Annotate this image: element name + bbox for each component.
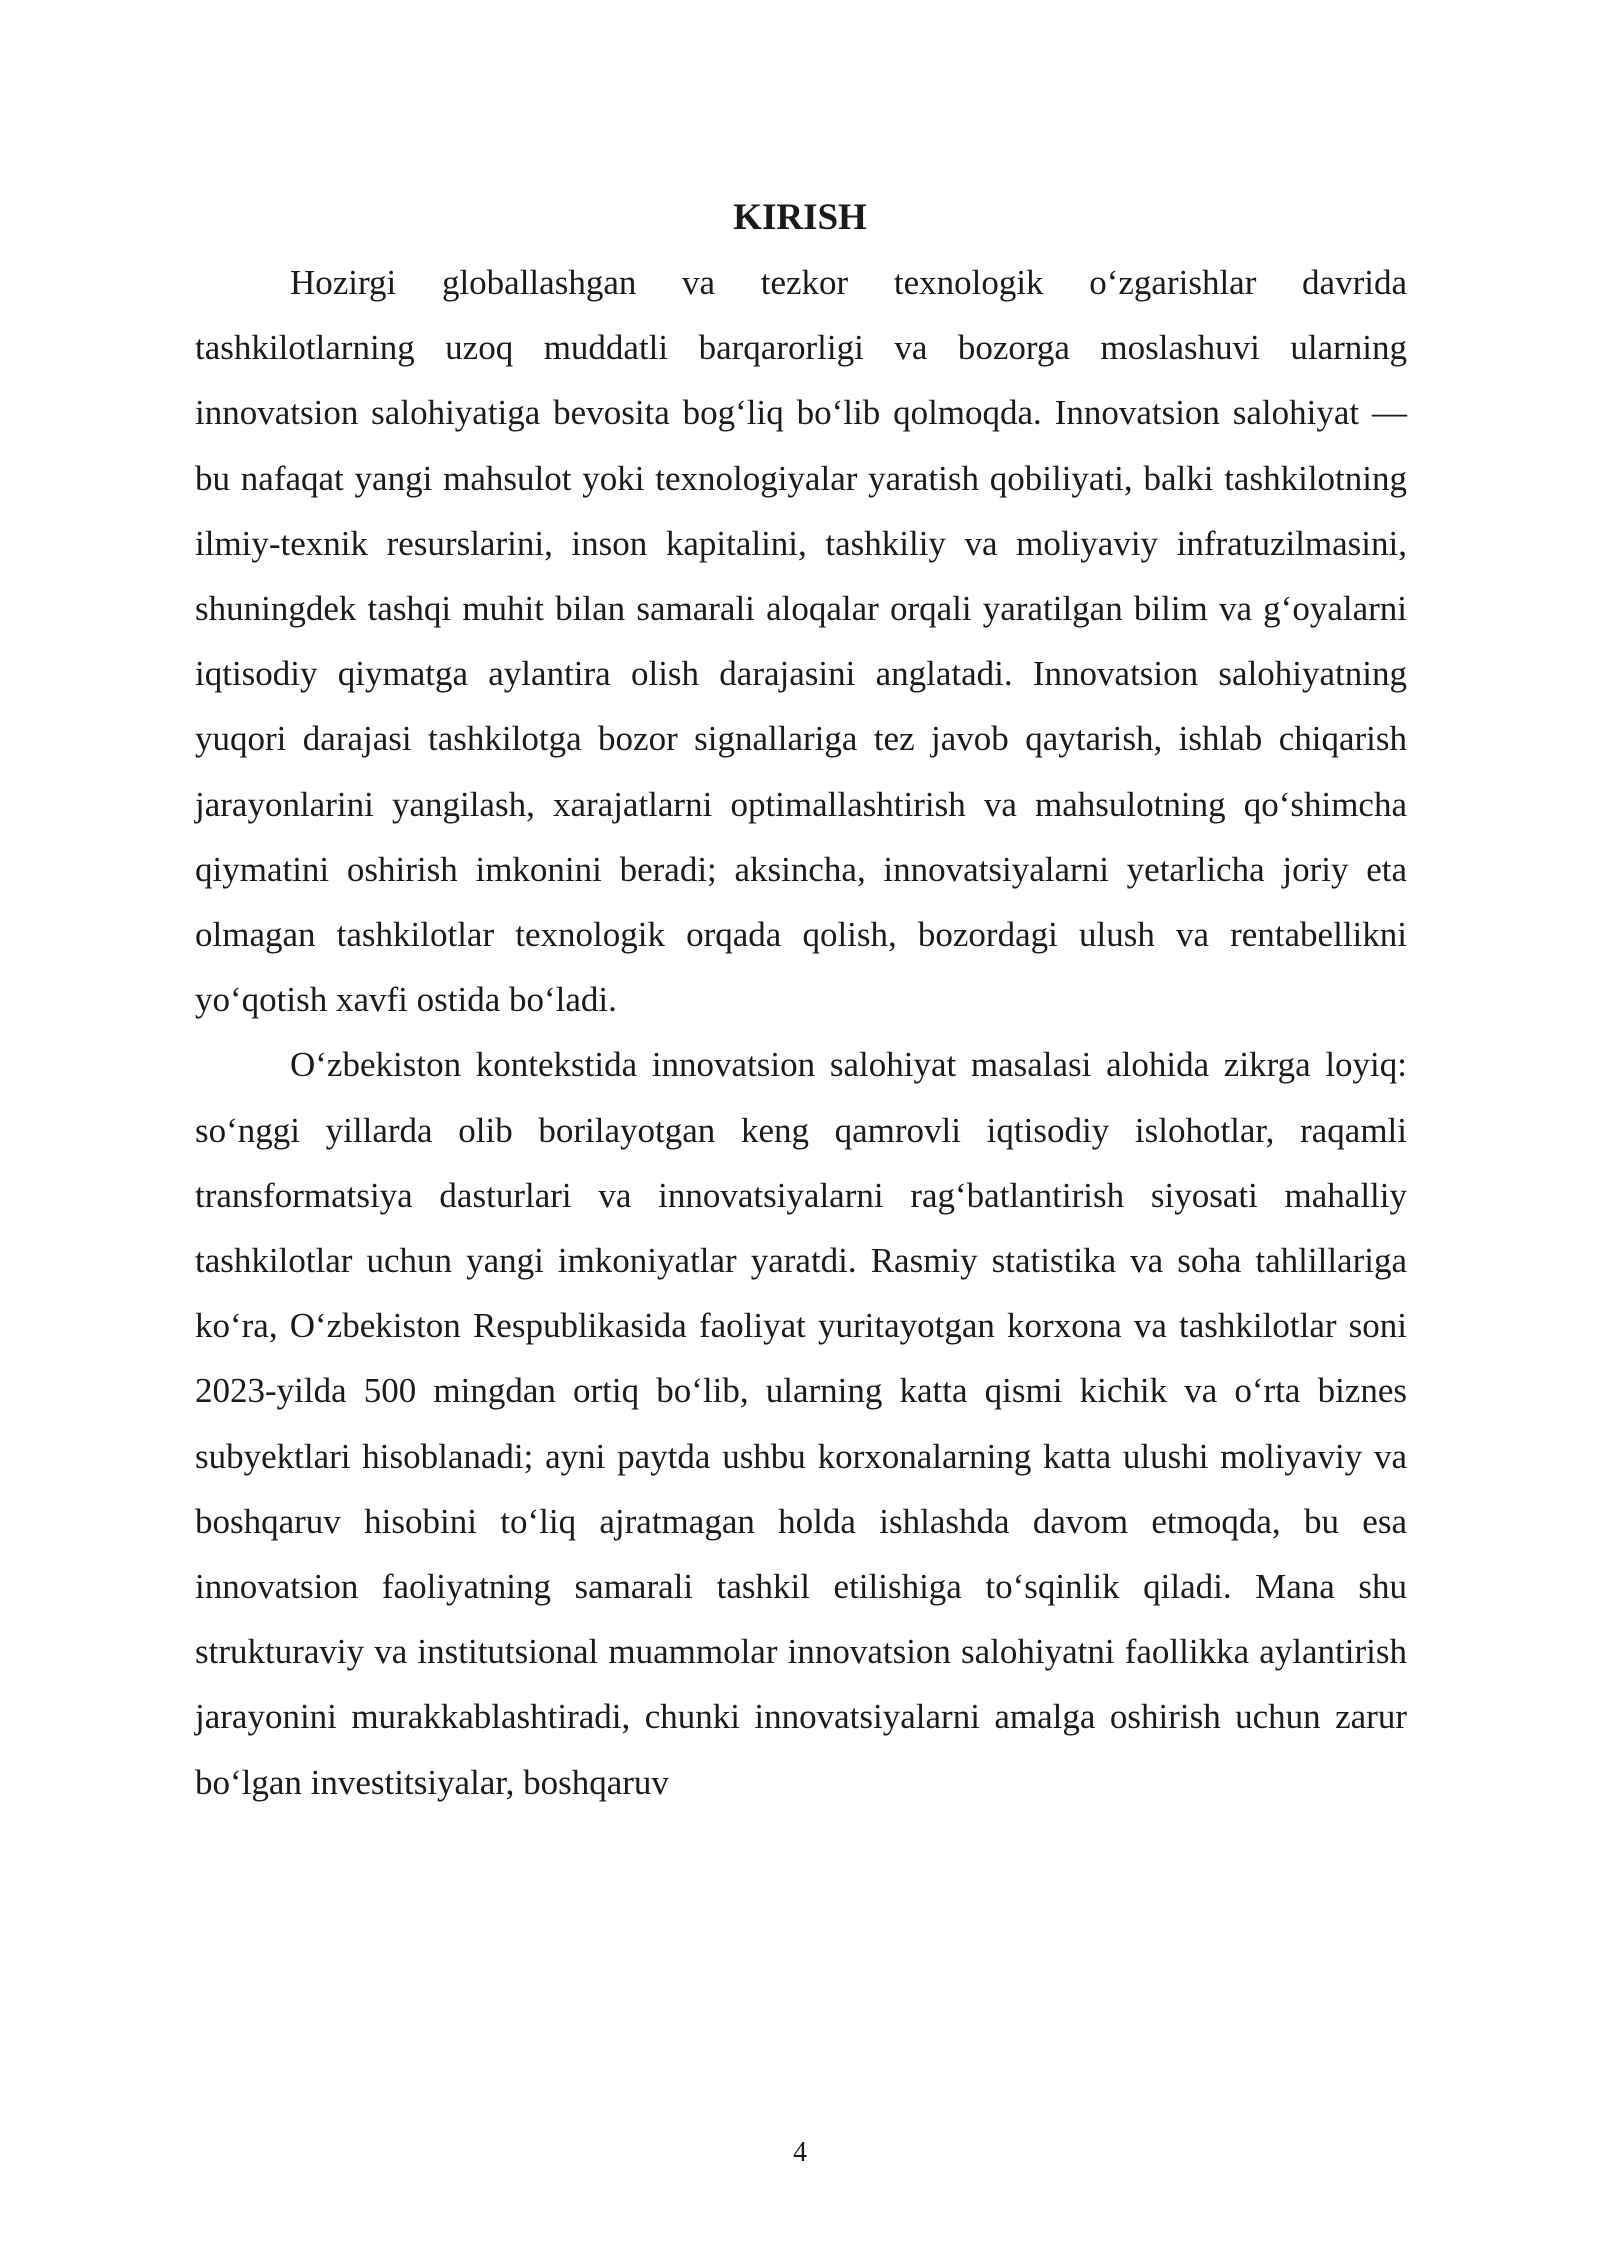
paragraph-1: Hozirgi globallashgan va tezkor texnologik o‘zgarishlar davrida tashkilotlarning uzoq muddatli barqarorligi va bozorga moslashuvi ularning innovatsion salohiyatiga bevosita bog‘liq bo‘lib qolmoqda. Innovatsion salohiyat — bu nafaqat yangi mahsulot yoki texnologiyalar yaratish qobiliyati, balki tashkilotning ilmiy-texnik resurslarini, inson kapitalini, tashkiliy va moliyaviy infratuzilmasini, shuningdek tashqi muhit bilan samarali aloqalar orqali yaratilgan bilim va g‘oyalarni iqtisodiy qiymatga aylantira olish darajasini anglatadi. Innovatsion salohiyatning yuqori darajasi tashkilotga bozor signallariga tez javob qaytarish, ishlab chiqarish jarayonlarini yangilash, xarajatlarni optimallashtirish va mahsulotning qo‘shimcha qiymatini oshirish imkonini beradi; aksincha, innovatsiyalarni yetarlicha joriy eta olmagan tashkilotlar texnologik orqada qolish, bozordagi ulush va rentabellikni yo‘qotish xavfi ostida bo‘ladi. — [195, 263, 1407, 1020]
paragraph-2: O‘zbekiston kontekstida innovatsion salohiyat masalasi alohida zikrga loyiq: so‘nggi yillarda olib borilayotgan keng qamrovli iqtisodiy islohotlar, raqamli transformatsiya dasturlari va innovatsiyalarni rag‘batlantirish siyosati mahalliy tashkilotlar uchun yangi imkoniyatlar yaratdi. Rasmiy statistika va soha tahlillariga ko‘ra, O‘zbekiston Respublikasida faoliyat yuritayotgan korxona va tashkilotlar soni 2023-yilda 500 mingdan ortiq bo‘lib, ularning katta qismi kichik va o‘rta biznes subyektlari hisoblanadi; ayni paytda ushbu korxonalarning katta ulushi moliyaviy va boshqaruv hisobini to‘liq ajratmagan holda ishlashda davom etmoqda, bu esa innovatsion faoliyatning samarali tashkil etilishiga to‘sqinlik qiladi. Mana shu strukturaviy va institutsional muammolar innovatsion salohiyatni faollikka aylantirish jarayonini murakkablashtiradi, chunki innovatsiyalarni amalga oshirish uchun zarur bo‘lgan investitsiyalar, boshqaruv — [195, 1045, 1407, 1802]
section-heading: KIRISH — [733, 197, 867, 238]
page-number: 4 — [793, 2137, 807, 2168]
body-text — [195, 250, 1407, 1815]
